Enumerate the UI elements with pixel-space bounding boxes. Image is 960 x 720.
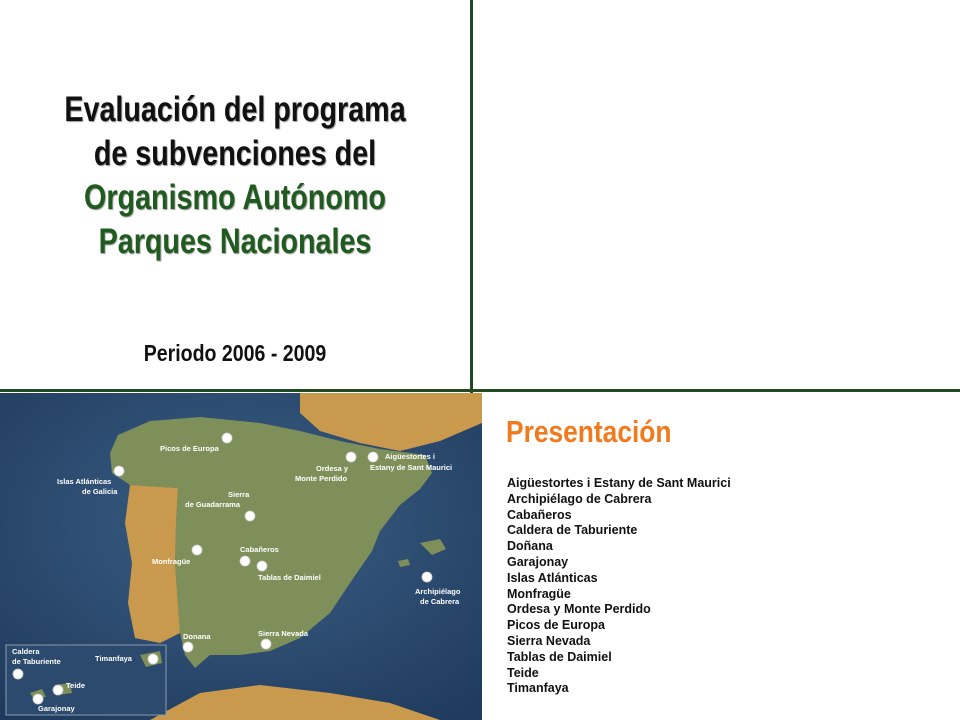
page-title [59,88,412,264]
parks-list [507,476,731,697]
label-timanfaya: Timanfaya [95,654,132,663]
label-picos: Picos de Europa [160,444,219,453]
title-line-3: Organismo Autónomo [84,178,386,217]
marker-cabrera [422,572,432,582]
period-label: Periodo 2006 - 2009 [143,340,327,366]
label-donana: Donana [183,632,211,641]
label-tablas: Tablas de Daimiel [258,573,321,582]
park-list-item: Archipiélago de Cabrera [507,491,652,506]
label-ordesa-1: Ordesa y [316,464,349,473]
park-list-item: Doñana [507,539,553,554]
park-list-item: Islas Atlánticas [507,570,598,585]
park-list-item: Garajonay [507,554,569,569]
park-list-item: Picos de Europa [507,618,605,633]
label-islas-2: de Galicia [82,487,118,496]
marker-garajonay [33,694,43,704]
label-ordesa-2: Monte Perdido [295,474,348,483]
label-sierra-2: de Guadarrama [185,500,241,509]
label-caldera-1: Caldera [12,647,40,656]
label-caldera-2: de Taburiente [12,657,61,666]
label-teide: Teide [66,681,86,690]
title-line-1: Evaluación del programa [64,90,406,129]
park-list-item: Sierra Nevada [507,633,591,648]
marker-ordesa [346,452,356,462]
marker-tablas [257,561,267,571]
marker-monfrague [192,545,202,555]
marker-aigues [368,452,378,462]
marker-picos [222,433,232,443]
label-sierra-1: Sierra [228,490,250,499]
label-garajonay: Garajonay [38,704,75,713]
label-cabrera-2: de Cabrera [420,597,460,606]
label-aigues-1: Aigüestortes i [385,452,436,461]
park-list-item: Ordesa y Monte Perdido [507,602,651,617]
marker-teide [53,685,63,695]
park-list-item: Timanfaya [507,681,569,696]
horizontal-divider [0,389,960,392]
label-islas-1: Islas Atlánticas [57,477,112,486]
presentation-heading: Presentación [506,414,672,449]
park-list-item: Cabañeros [507,507,572,522]
park-list-item: Caldera de Taburiente [507,523,638,538]
marker-guadarrama [245,511,255,521]
label-aigues-2: Estany de Sant Maurici [370,463,453,472]
national-parks-map [0,393,482,720]
marker-cabaneros [240,556,250,566]
title-line-4: Parques Nacionales [98,222,372,261]
label-cabaneros: Cabañeros [240,545,279,554]
park-list-item: Tablas de Daimiel [507,649,612,664]
title-line-2: de subvenciones del [93,134,377,173]
label-nevada: Sierra Nevada [258,629,309,638]
park-list-item: Teide [507,665,539,680]
park-list-item: Monfragüe [507,586,571,601]
label-monfrague: Monfragüe [152,557,191,566]
marker-timanfaya [148,654,158,664]
park-list-item: Aigüestortes i Estany de Sant Maurici [507,476,731,490]
marker-donana [183,642,193,652]
marker-caldera [13,669,23,679]
marker-nevada [261,639,271,649]
marker-islas [114,466,124,476]
label-cabrera-1: Archipiélago [415,587,461,596]
